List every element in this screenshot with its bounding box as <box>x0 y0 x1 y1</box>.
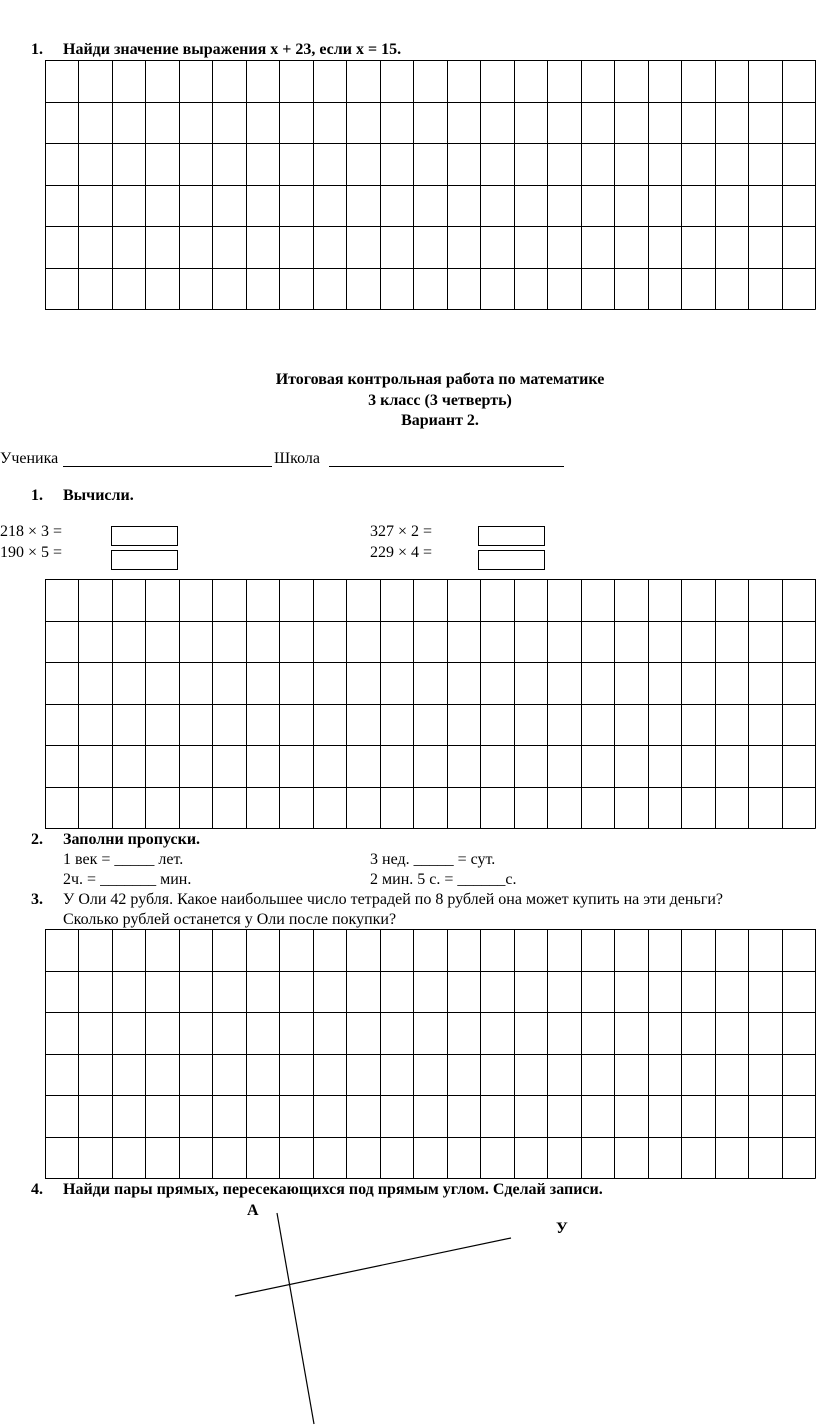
task2-item-2: 2ч. = _______ мин. <box>63 871 192 888</box>
task1-number: 1. <box>31 487 43 504</box>
top-task-text: Найди значение выражения х + 23, если х = 15. <box>63 41 402 58</box>
task3-line-2: Сколько рублей останется у Оли после покупки? <box>63 911 397 928</box>
line-a <box>277 1213 314 1424</box>
expression-1: 218 × 3 = <box>0 523 63 540</box>
task4-number: 4. <box>31 1181 43 1198</box>
task3-line-1: У Оли 42 рубля. Какое наибольшее число тетрадей по 8 рублей она может купить на эти деньги? <box>63 891 723 908</box>
worksheet-variant: Вариант 2. <box>401 412 479 429</box>
task2-item-4: 2 мин. 5 с. = ______с. <box>370 871 517 888</box>
task1-title: Вычисли. <box>63 487 134 504</box>
task2-title: Заполни пропуски. <box>63 831 201 848</box>
task2-item-1: 1 век = _____ лет. <box>63 851 184 868</box>
line-label-u: У <box>556 1220 568 1237</box>
task4-title: Найди пары прямых, пересекающихся под прямым углом. Сделай записи. <box>63 1181 603 1198</box>
student-label: Ученика <box>0 450 59 467</box>
expression-4: 229 × 4 = <box>370 544 433 561</box>
school-label: Школа <box>274 450 320 467</box>
top-task-number: 1. <box>31 41 43 58</box>
task2-item-3: 3 нед. _____ = сут. <box>370 851 496 868</box>
line-u <box>235 1238 511 1296</box>
task3-number: 3. <box>31 891 43 908</box>
worksheet-subtitle: 3 класс (3 четверть) <box>368 392 512 409</box>
worksheet-title: Итоговая контрольная работа по математике <box>275 371 605 388</box>
expression-3: 327 × 2 = <box>370 523 433 540</box>
line-label-a: А <box>247 1202 259 1219</box>
expression-2: 190 × 5 = <box>0 544 63 561</box>
task2-number: 2. <box>31 831 43 848</box>
